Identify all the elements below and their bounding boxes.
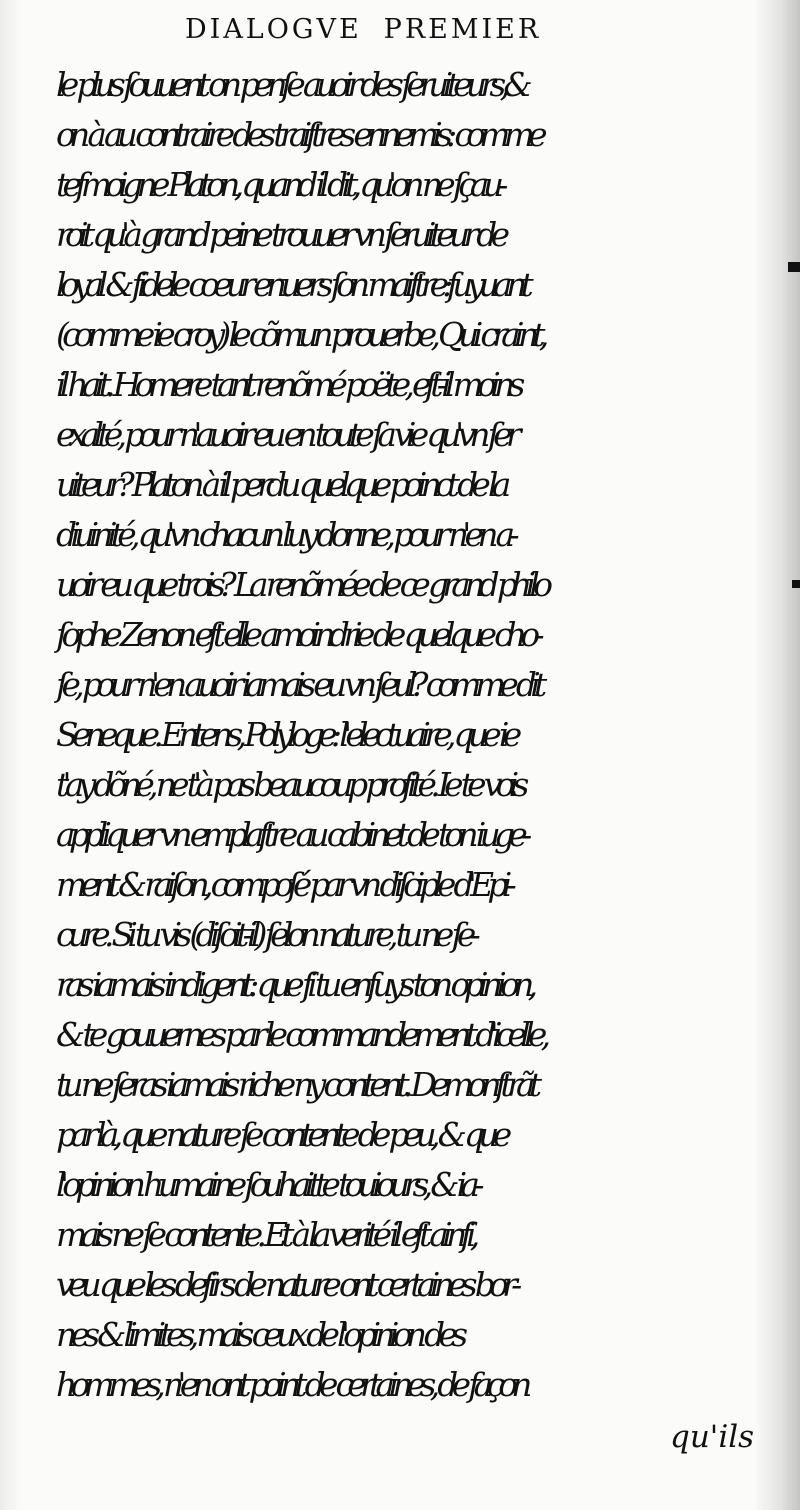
text-line: roit qu'à grand peine trouuer vn ſeruiteur de [56, 215, 504, 254]
catchword: qu'ils [670, 1419, 755, 1455]
text-body [56, 60, 766, 1410]
page-edge-mark [792, 580, 800, 588]
text-line: ras iamais indigent: que ſi tu enſuys ton opinion, [56, 965, 532, 1004]
text-line: teſmoigne Platon, quand il dit, qu'on ne ſçau- [56, 165, 502, 204]
page-gutter-shadow [0, 0, 22, 1510]
text-line: l'opinion humaine ſouhaitte touiours, & ia- [56, 1165, 478, 1204]
text-line: il hait. Homere tant renõmé poëte, eſt-il moins [56, 365, 519, 404]
text-line: uiteur? Platon à il perdu quelque poinct de la [56, 465, 505, 504]
text-line: & te gouuernes par le commandement d'icelle, [56, 1015, 545, 1054]
text-line: ſe, pour n'en auoir iamais eu vn ſeul? comme dit [56, 665, 541, 704]
text-line: (comme ie croy) le cõmun prouerbe, Qui craint, [56, 315, 543, 354]
text-line: hommes, n'en ont point de certaines, de façon [56, 1365, 526, 1404]
text-line: nes & limites, mais ceux de l'opinion des [56, 1315, 462, 1354]
running-header-word: PREMIER [383, 14, 542, 45]
text-line: uoir eu que trois? La renõmée de ce grand philo [56, 565, 547, 604]
text-line: t'ay dõné, ne t'à pas beaucoup profité. Ie te vois [56, 765, 523, 804]
text-line: ment & raiſon, compoſé par vn diſciple d'Epi- [56, 865, 511, 904]
text-line: appliquer vn emplaſtre au cabinet de ton iuge- [56, 815, 526, 854]
text-line: tu ne ſeras iamais riche ny content. Demonſtrãt [56, 1065, 536, 1104]
running-header-word: DIALOGVE [185, 14, 362, 45]
page-edge-mark [788, 262, 800, 272]
text-line: mais ne ſe contente. Et à la verité il eſt ainſi, [56, 1215, 474, 1254]
text-line: par là, que nature ſe contente de peu, & que [56, 1115, 506, 1154]
text-line: diuinité, qu'vn chacun luy donne, pour n'en a- [56, 515, 513, 554]
text-line: on à au contraire des traiſtres ennemis: comme [56, 115, 541, 154]
text-line: exalté, pour n'auoir eu en toute ſa vie qu'vn ſer [56, 415, 515, 454]
text-line: cure. Si tu vis (diſoit-il) ſelon nature, tu ne ſe- [56, 915, 475, 954]
text-line: le plus ſouuent on penſe auoir des ſeruiteurs,& [56, 65, 526, 104]
text-line: ſophe Zenon eſt elle amoindrie de quelque cho- [56, 615, 538, 654]
running-header [185, 14, 541, 45]
text-line: loyal & fidele cœur enuers ſon maiſtre:ſuyuant [56, 265, 527, 304]
text-line: veu que les deſirs de nature ont certaines bor- [56, 1265, 516, 1304]
text-line: Seneque. Entens, Polyloge: l'electuaire, que ie [56, 715, 516, 754]
